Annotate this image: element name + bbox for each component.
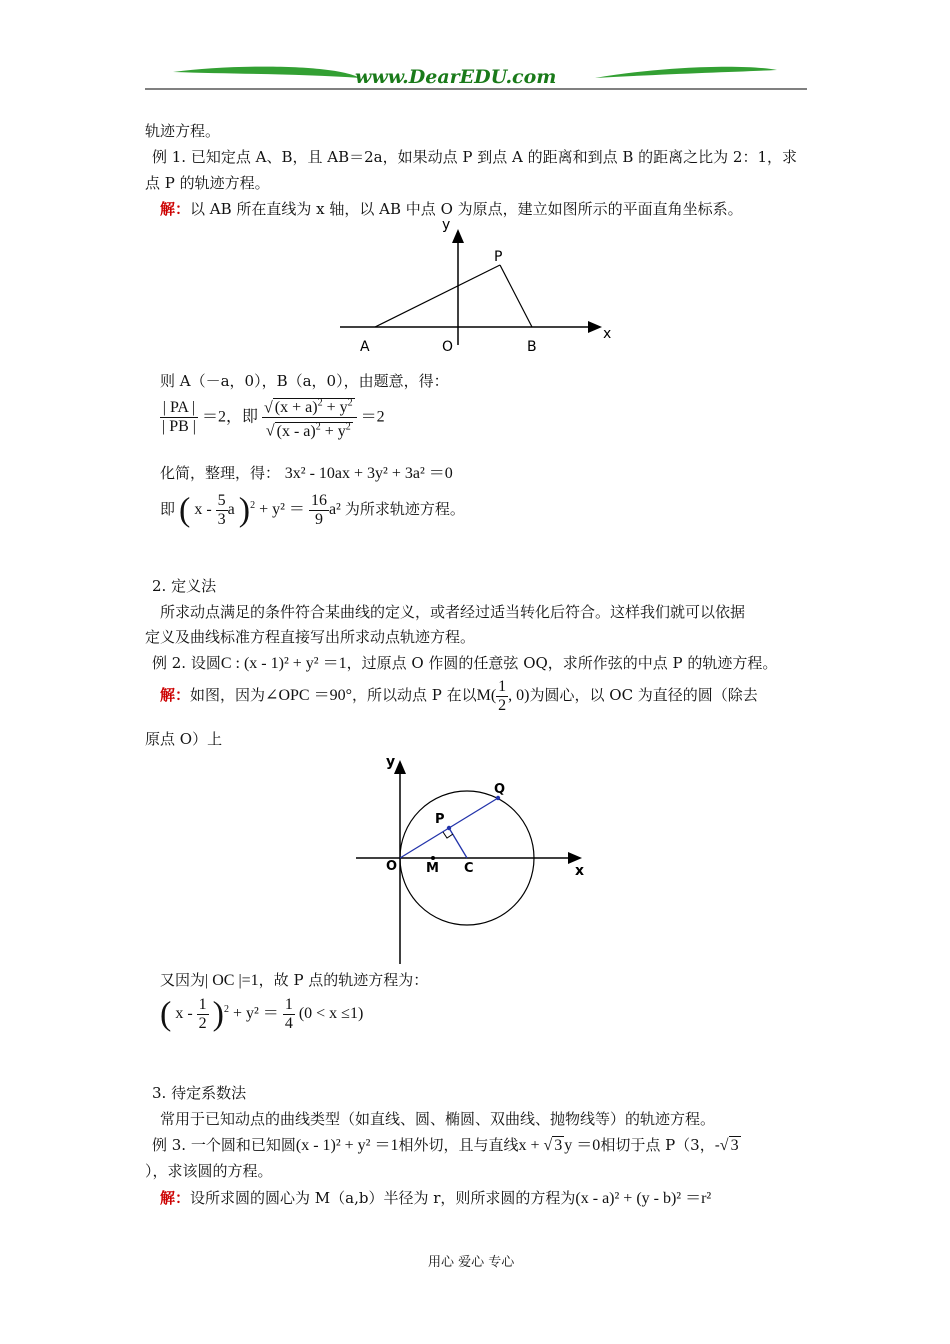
solution-text: 以 AB 所在直线为 x 轴，以 AB 中点 O 为原点，建立如图所示的平面直角坐标系。 bbox=[190, 200, 743, 218]
simplify-equation: 3x² - 10ax + 3y² + 3a² ＝0 bbox=[284, 465, 453, 482]
label-x: x bbox=[603, 326, 612, 342]
x-arrow-icon bbox=[588, 321, 602, 333]
ratio-numerator: | PA | bbox=[160, 399, 198, 418]
sec3-title: 3. 待定系数法 bbox=[152, 1084, 247, 1102]
result-x: x - bbox=[194, 501, 212, 519]
ratio-denominator: | PB | bbox=[162, 418, 196, 436]
solution-label: 解： bbox=[160, 200, 191, 218]
sqrt-denominator: √ $(x - a)^2 + y^2$ bbox=[265, 421, 351, 440]
ex3-question-line2: ），求该圆的方程。 bbox=[145, 1162, 273, 1180]
intro-line: 轨迹方程。 bbox=[145, 122, 221, 140]
label-O: O bbox=[442, 339, 454, 355]
res-condition: (0 < x ≤1) bbox=[298, 1005, 364, 1023]
ex1-coords-line: 则 A（－a，0），B（a，0），由题意，得： bbox=[160, 372, 449, 390]
ex1-question-line2: 点 P 的轨迹方程。 bbox=[145, 174, 270, 192]
res-frac: $\frac{1}{2}$ bbox=[198, 996, 207, 1032]
label-O: O bbox=[386, 859, 398, 874]
solution-label: 解： bbox=[160, 1189, 191, 1207]
label-Q: Q bbox=[494, 782, 506, 797]
simplify-label: 化简，整理，得： bbox=[160, 464, 281, 482]
center-M: M( $\frac{1}{2}$ , 0) bbox=[476, 677, 530, 714]
figure-1-triangle bbox=[330, 215, 630, 360]
ex3-circle-general-eq: (x - a)² + (y - b)² ＝r² bbox=[575, 1190, 712, 1207]
sqrt-numerator: √ $(x + a)^2 + y^2$ bbox=[262, 395, 357, 418]
result-label: 即 bbox=[160, 500, 176, 519]
ex3-solution: 解：设所求圆的圆心为 M（a,b）半径为 r，则所求圆的方程为(x - a)² + (y - b)² ＝r² bbox=[160, 1189, 712, 1207]
solution-label: 解： bbox=[160, 686, 191, 704]
ratio-fraction bbox=[160, 399, 198, 436]
sec2-desc-line2: 定义及曲线标准方程直接写出所求动点轨迹方程。 bbox=[145, 628, 476, 646]
result-tail: 为所求轨迹方程。 bbox=[344, 500, 465, 519]
ex1-question-line1: 例 1. 已知定点 A、B，且 AB＝2a，如果动点 P 到点 A 的距离和到点 B 的距离之比为 2：1，求 bbox=[152, 148, 797, 166]
angle-eq: ∠OPC ＝90° bbox=[265, 687, 352, 704]
site-name: www.DearEDU.com bbox=[355, 66, 557, 88]
result-rhs-frac: $\frac{16}{9}$ bbox=[310, 492, 327, 528]
left-green-swoosh bbox=[173, 67, 360, 78]
result-y2: + y² ＝ bbox=[259, 501, 305, 519]
footer-motto: 用心 爱心 专心 bbox=[428, 1255, 515, 1270]
ex1-ratio-equation bbox=[160, 395, 385, 441]
result-frac: $\frac{5}{3}$ bbox=[217, 492, 226, 528]
label-y: y bbox=[442, 217, 451, 233]
res-rhs-frac: $\frac{1}{4}$ bbox=[284, 996, 293, 1032]
ex1-simplify-line bbox=[160, 460, 453, 483]
ex2-result-line: ( x - $\frac{1}{2}$ )$^2$ + y² ＝ $\frac{1}{4}$ (0 < x ≤1) bbox=[160, 995, 364, 1033]
label-C: C bbox=[464, 861, 474, 876]
ratio-eq-text: ＝2，即 bbox=[201, 408, 258, 426]
label-P: P bbox=[435, 812, 445, 827]
sqrt-fraction bbox=[262, 395, 357, 441]
right-green-swoosh bbox=[595, 67, 777, 78]
ex3-question: 例 3. 一个圆和已知圆(x - 1)² + y² ＝1相外切，且与直线x + √ 3 y ＝0相切于点 P（3，-√ 3 bbox=[152, 1136, 739, 1154]
label-M: M bbox=[426, 861, 439, 876]
oc-eq: | OC |=1 bbox=[205, 972, 259, 989]
sec2-title: 2. 定义法 bbox=[152, 577, 217, 595]
label-A: A bbox=[360, 339, 370, 355]
ex2-solution-line2: 原点 O）上 bbox=[145, 730, 223, 748]
ex2-oc-line: 又因为| OC |=1，故 P 点的轨迹方程为： bbox=[160, 971, 429, 989]
label-y: y bbox=[386, 754, 396, 770]
y-arrow-icon bbox=[394, 760, 406, 774]
sqrt-eq-text: ＝2 bbox=[360, 408, 385, 426]
sec3-desc: 常用于已知动点的曲线类型（如直线、圆、椭圆、双曲线、抛物线等）的轨迹方程。 bbox=[160, 1110, 716, 1128]
label-x: x bbox=[575, 863, 585, 879]
point-M bbox=[431, 856, 435, 860]
segment-PC bbox=[449, 828, 467, 858]
segment-AP bbox=[375, 265, 500, 327]
sec2-desc-line1: 所求动点满足的条件符合某曲线的定义，或者经过适当转化后符合。这样我们就可以依据 bbox=[160, 603, 746, 621]
ex3-circle-eq: (x - 1)² + y² ＝1 bbox=[295, 1137, 399, 1154]
figure-2-circle bbox=[350, 750, 595, 968]
ex1-result-line: 即 ( x - $\frac{5}{3}$ a )$^2$ + y² ＝ $\frac{16}{9}$ a² 为所求轨迹方程。 bbox=[160, 491, 465, 529]
ex2-circle-eq: C : (x - 1)² + y² ＝1 bbox=[220, 655, 347, 672]
ex2-solution: 解：如图，因为∠OPC ＝90°，所以动点 P 在以M( $\frac{1}{2}$ , 0)为圆心，以 OC 为直径的圆（除去 bbox=[160, 677, 758, 714]
y-arrow-icon bbox=[452, 229, 464, 243]
ex3-line-eq: x + √ 3 y ＝0 bbox=[518, 1137, 601, 1154]
ex2-question: 例 2. 设圆C : (x - 1)² + y² ＝1，过原点 O 作圆的任意弦 OQ，求所作弦的中点 P 的轨迹方程。 bbox=[152, 654, 778, 672]
label-P: P bbox=[494, 249, 503, 265]
label-B: B bbox=[527, 339, 537, 355]
segment-PB bbox=[500, 265, 532, 327]
point-P bbox=[447, 826, 451, 830]
